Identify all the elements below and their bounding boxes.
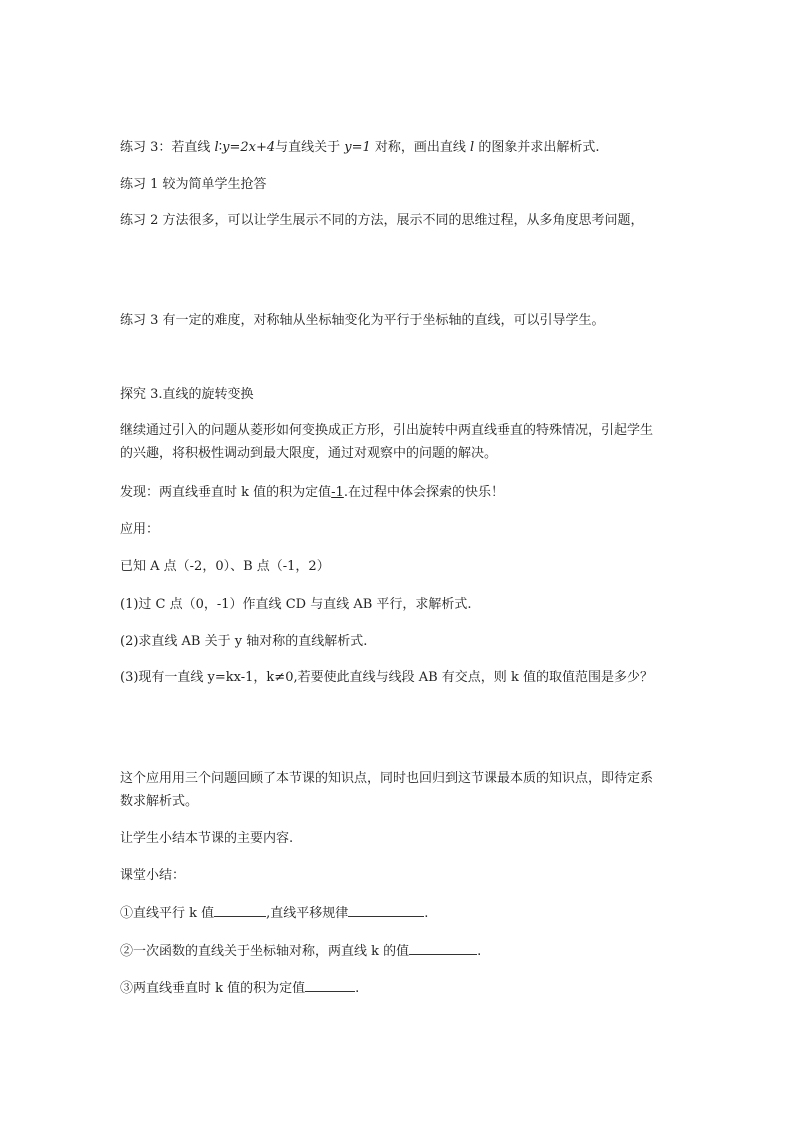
known-points: 已知 A 点（-2，0）、B 点（-1，2）	[120, 559, 330, 574]
summary-item-1-text-b: ,直线平移规律	[266, 906, 349, 921]
question-2: (2)求直线 AB 关于 y 轴对称的直线解析式.	[120, 634, 368, 649]
summary-item-2	[120, 941, 481, 961]
question-3: (3)现有一直线 y=kx-1，k≠0,若要使此直线与线段 AB 有交点，则 k 值的取值范围是多少？	[120, 670, 653, 685]
question-1: (1)过 C 点（0，-1）作直线 CD 与直线 AB 平行，求解析式.	[120, 597, 472, 612]
exercise-3-colon: ∶	[218, 140, 223, 155]
answer-blank[interactable]	[305, 978, 355, 992]
summary-item-3	[120, 978, 359, 998]
exercise-3-text-a: 练习 3：若直线	[120, 140, 215, 155]
exercise-3-line-l: l	[214, 140, 219, 155]
summary-item-1	[120, 903, 428, 923]
answer-blank[interactable]	[348, 903, 424, 917]
summary-item-1-text-c: .	[424, 906, 429, 921]
exercise-3-axis: y=1	[344, 140, 371, 155]
summary-item-3-text-a: ③两直线垂直时 k 值的积为定值	[120, 981, 306, 996]
explore-3-body: 继续通过引入的问题从菱形如何变换成正方形，引出旋转中两直线垂直的特殊情况，引起学生的兴趣，将积极性调动到最大限度，通过对观察中的问题的解决。	[120, 423, 654, 461]
practice-3-note: 练习 3 有一定的难度，对称轴从坐标轴变化为平行于坐标轴的直线，可以引导学生。	[120, 313, 605, 328]
discovery-text-b: .在过程中体会探索的快乐！	[343, 485, 504, 500]
exercise-3-text-d: 对称，画出直线	[370, 140, 471, 155]
discovery-line	[120, 483, 504, 502]
application-comment: 这个应用用三个问题回顾了本节课的知识点，同时也回归到这节课最本质的知识点，即待定系数求解析式。	[120, 771, 654, 809]
practice-2-note: 练习 2 方法很多，可以让学生展示不同的方法，展示不同的思维过程，从多角度思考问题，	[120, 213, 644, 228]
explore-3-title: 探究 3.直线的旋转变换	[120, 387, 254, 402]
summary-item-3-text-b: .	[355, 981, 360, 996]
exercise-3-equation: y=2x+4	[222, 140, 276, 155]
answer-blank[interactable]	[409, 941, 477, 955]
summary-prompt: 让学生小结本节课的主要内容.	[120, 831, 294, 846]
summary-item-2-text-a: ②一次函数的直线关于坐标轴对称，两直线 k 的值	[120, 944, 410, 959]
summary-item-1-text-a: ①直线平行 k 值	[120, 906, 215, 921]
exercise-3-line	[120, 138, 599, 157]
answer-blank[interactable]	[214, 903, 266, 917]
application-label: 应用：	[120, 522, 160, 537]
summary-label: 课堂小结：	[120, 868, 186, 883]
exercise-3-text-c: 与直线关于	[275, 140, 345, 155]
discovery-value: -1	[331, 485, 344, 500]
discovery-text-a: 发现：两直线垂直时 k 值的积为定值	[120, 485, 332, 500]
exercise-3-text-e: 的图象并求出解析式.	[474, 140, 600, 155]
practice-1-note: 练习 1 较为简单学生抢答	[120, 177, 267, 192]
summary-item-2-text-b: .	[477, 944, 482, 959]
exercise-3-line-l2: l	[470, 140, 475, 155]
